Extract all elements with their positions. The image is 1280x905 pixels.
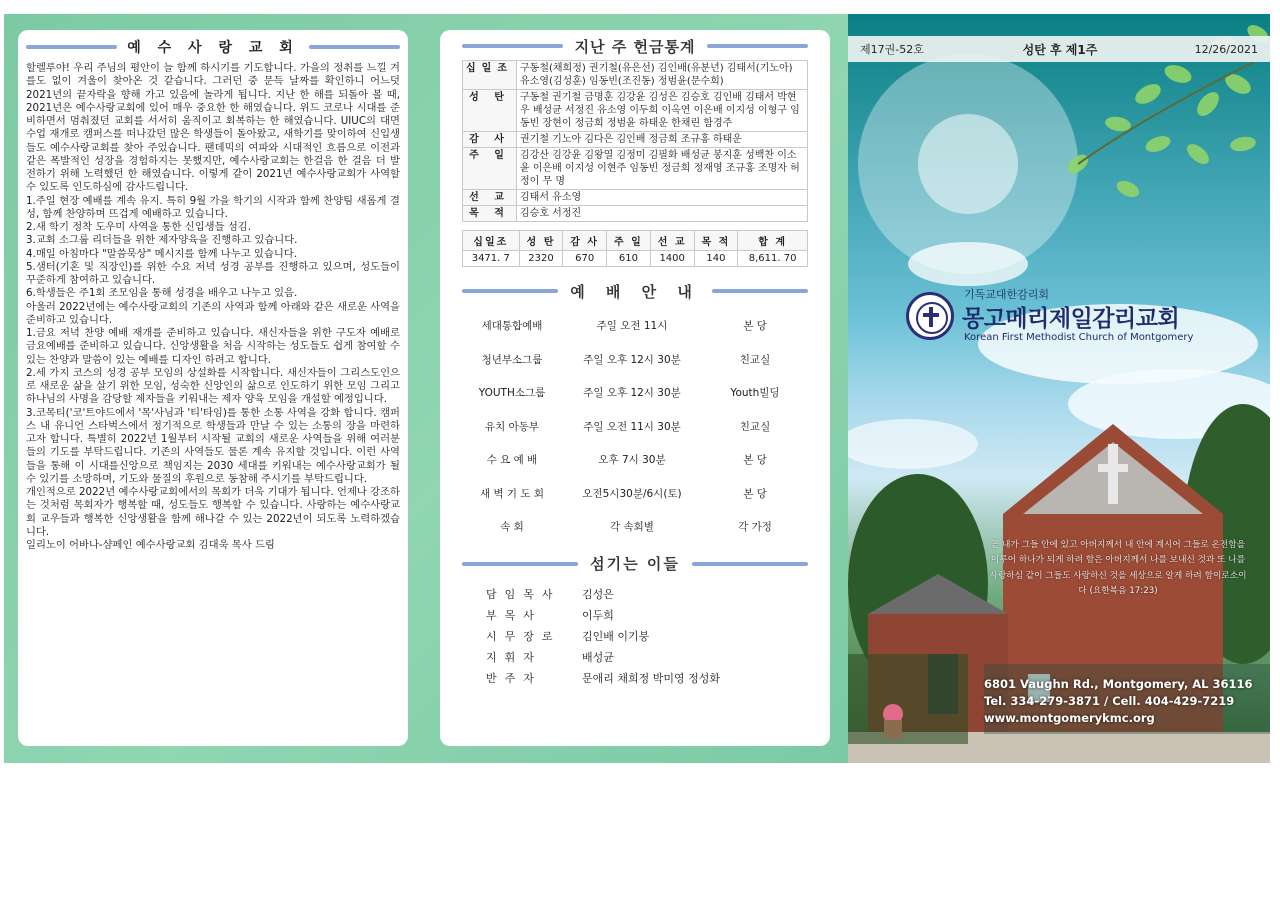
worship-time: 오후 7시 30분 [598, 454, 666, 467]
scripture-verse: 곧 내가 그들 안에 있고 아버지께서 내 안에 계시어 그들로 온전함을 이루어 하나가 되게 하려 함은 아버지께서 나를 보내신 것과 또 나를 사랑하심 같이 그들도 사랑하신 것을 세상으로 알게 하려 함이로소이다 (요한복음 17:23) [989, 540, 1247, 597]
totals-header-cell: 성 탄 [519, 231, 563, 251]
offering-row [463, 61, 808, 90]
staff-names: 문애리 채희정 박미영 정성화 [582, 672, 721, 685]
totals-value-cell: 140 [694, 251, 738, 267]
worship-place: 각 가정 [738, 521, 772, 534]
worship-name: 세대통합예배 [481, 320, 543, 333]
denomination-name: 기독교대한감리회 [964, 288, 1050, 301]
pastor-letter-panel [18, 30, 408, 746]
worship-time: 주일 오전 11시 30분 [583, 420, 681, 433]
church-phone: Tel. 334-279-3871 / Cell. 404-429-7219 [984, 694, 1235, 708]
title-divider [692, 562, 808, 566]
letter-paragraph: 1.주일 현장 예배를 계속 유지. 특히 9월 가을 학기의 시작과 함께 찬양팀 새롭게 결성, 함께 찬양하며 뜨겁게 예배하고 있습니다. [26, 194, 400, 220]
offering-category: 십일조 [463, 61, 517, 90]
offering-title: 지난 주 헌금통계 [574, 37, 696, 56]
offering-donors: 구동철 권기철 금명훈 김강윤 김성은 김승호 김인배 김태서 박현우 배성균 서정진 유소영 이두희 이옥연 이은배 이지성 이형구 임동빈 장현이 정금희 정범윤 하태운 한채린 함경주 [517, 90, 808, 132]
staff-list [462, 584, 808, 689]
info-panel [440, 30, 830, 746]
letter-paragraph: 일리노이 어바나-샴페인 예수사랑교회 김대욱 목사 드림 [26, 539, 275, 551]
staff-row [486, 668, 808, 689]
offering-category: 선 교 [463, 190, 517, 206]
worship-name: YOUTH소그룹 [478, 387, 546, 400]
letter-paragraph: 3.교회 소그룹 리더들을 위한 제자양육을 진행하고 있습니다. [26, 234, 298, 247]
offering-donors: 권기철 기노아 김다은 김인배 정금희 조규홍 하태운 [517, 132, 808, 148]
worship-place: 본 당 [743, 320, 767, 333]
church-address: 6801 Vaughn Rd., Montgomery, AL 36116 [984, 677, 1253, 691]
worship-row [462, 477, 808, 511]
letter-paragraph: 3.코목티('코'트야드에서 '목'사님과 '티'타임)를 통한 소통 사역을 강화 합니다. 캠퍼스 내 유니언 스타벅스에서 정기적으로 학생들과 만날 수 있는 소통의 장을 마련하고자 합니다. 특별히 2022년 1월부터 시작될 교회의 새로운 사역들을 위해 여러분들의 기도를 부탁드립니다. 기존의 사역들도 물론 계속 유지할 것입니다. 이런 사역들을 통해 이 시대를신앙으로 책임지는 2030 세대를 키워내는 예수사랑교회가 될 수 있기를 소망하며, 기도와 물질의 후원으로 동참해 주시기를 부탁드립니다. [26, 406, 400, 485]
church-website[interactable]: www.montgomerykmc.org [984, 711, 1155, 725]
worship-time: 오전5시30분/6시(토) [582, 487, 682, 500]
church-name-korean: 몽고메리제일감리교회 [962, 306, 1180, 332]
worship-name: 속 회 [500, 521, 524, 534]
worship-place: 본 당 [743, 454, 767, 467]
worship-row [462, 510, 808, 544]
worship-time: 주일 오후 12시 30분 [583, 353, 681, 366]
worship-row [462, 443, 808, 477]
staff-role: 부목사 [486, 609, 542, 622]
staff-row [486, 647, 808, 668]
letter-paragraph: 5.샘터(기혼 및 직장인)를 위한 수요 저녁 성경 공부를 진행하고 있으며, 성도들이 꾸준하게 참여하고 있습니다. [26, 260, 400, 286]
letter-paragraph: 2.새 학기 정착 도우미 사역을 통한 신입생들 섬김. [26, 221, 251, 233]
worship-place: 본 당 [743, 487, 767, 500]
letter-paragraph: 할렐루야! 우리 주님의 평안이 늘 함께 하시기를 기도합니다. 가을의 정취를 느낄 겨를도 없이 겨울이 찾아온 것 같습니다. 그러던 중 문득 날짜를 확인하니 어느덧 2021년의 끝자락을 향해 가고 있음에 놀라게 됩니다. 지난 한 해를 되돌아 볼 때, 2021년은 예수사랑교회에 있어 매우 중요한 한 해였습니다. 위드 코로나 시대를 준비하면서 멈춰졌던 교회를 서서히 움직이고 회복하는 한 해였습니다. UIUC의 대면 수업 재개로 캠퍼스를 떠나갔던 많은 학생들이 돌아왔고, 새학기를 맞이하여 신입생들도 예수사랑교회를 찾아 주었습니다. 팬데믹의 여파와 시대적인 흐름으로 이전과 같은 폭발적인 성장을 경험하지는 못했지만, 예수사랑교회는 한걸음 한 걸음 더 발전하기 위해 노력했던 한 해였습니다. 이렇게 같이 2021년 예수사랑교회가 사역할 수 있도록 인도하심에 감사드립니다. [26, 62, 400, 194]
letter-paragraph: 6.학생들은 주1회 조모임을 통해 성경을 배우고 나누고 있음. [26, 287, 298, 300]
bulletin-date: 12/26/2021 [1194, 42, 1258, 56]
bulletin-header-bar [848, 36, 1270, 62]
totals-value-cell: 2320 [519, 251, 563, 267]
worship-place: 친교실 [739, 353, 771, 366]
offering-totals-table [462, 230, 808, 267]
cover-illustration [848, 14, 1270, 763]
totals-value-cell: 670 [563, 251, 607, 267]
offering-title-row [462, 34, 808, 58]
letter-paragraph: 개인적으로 2022년 예수사랑교회에서의 목회가 더욱 기대가 됩니다. 언제나 강조하는 것처럼 목회자가 행복할 때, 성도들도 행복할 수 있습니다. 사랑하는 예수사랑교회 교우들과 행복한 신앙생활을 함께 해나갈 수 있는 2022년이 되도록 노력하겠습니다. [26, 486, 400, 538]
worship-name: 청년부소그룹 [481, 353, 543, 366]
offering-row [463, 90, 808, 132]
offering-row [463, 132, 808, 148]
offering-category: 목 적 [463, 206, 517, 222]
staff-names: 이두희 [582, 609, 614, 622]
title-divider [462, 44, 563, 48]
letter-paragraph: 1.금요 저녁 찬양 예배 재개를 준비하고 있습니다. 새신자들을 위한 구도자 예배로 금요예배를 준비하고 있습니다. 신앙생활을 처음 시작하는 성도들도 쉽게 참여할 수 있는 찬양과 말씀이 있는 예배를 디자인 하려고 합니다. [26, 327, 400, 366]
staff-role: 반주자 [486, 672, 542, 685]
totals-value-row [463, 251, 808, 267]
letter-paragraph: 2.세 가지 코스의 성경 공부 모임의 상설화를 시작합니다. 새신자들이 그리스도인으로 새로운 삶을 살기 위한 모임, 성숙한 신앙인의 삶으로 인도하기 위한 모임 그리고 하나님의 사명을 감당할 제자들을 키워내는 제자 양육 모임을 개설할 예정입니다. [26, 366, 400, 406]
worship-schedule [462, 309, 808, 544]
title-divider [712, 289, 808, 293]
worship-time: 각 속회별 [610, 521, 654, 534]
worship-name: 수 요 예 배 [486, 454, 538, 467]
title-divider [462, 562, 578, 566]
offering-donors: 김강산 김강윤 김왕열 김정미 김필화 배성균 봉지훈 성백찬 이소윤 이은배 이지성 이현주 임동빈 정금희 정재영 조규홍 조명자 허정이 무 명 [517, 148, 808, 190]
letter-title: 예 수 사 랑 교 회 [127, 40, 299, 56]
totals-value-cell: 3471. 7 [463, 251, 520, 267]
church-seal-icon [906, 292, 954, 340]
offering-donors: 김승호 서정진 [517, 206, 808, 222]
title-divider [26, 45, 117, 49]
totals-header-cell: 목 적 [694, 231, 738, 251]
worship-row [462, 376, 808, 410]
church-name-english: Korean First Methodist Church of Montgomery [964, 332, 1194, 343]
worship-time: 주일 오전 11시 [596, 320, 668, 333]
worship-row [462, 410, 808, 444]
offering-table [462, 60, 808, 222]
contact-info [984, 676, 1253, 727]
bulletin-sheet [4, 14, 1270, 763]
staff-title: 섬기는 이들 [590, 555, 680, 573]
worship-name: 유치 아동부 [484, 420, 540, 433]
staff-role: 시무장로 [486, 630, 561, 643]
worship-title-row [462, 279, 808, 303]
staff-role: 지휘자 [486, 651, 542, 664]
totals-value-cell: 1400 [650, 251, 694, 267]
totals-header-cell: 합 계 [738, 231, 808, 251]
staff-row [486, 605, 808, 626]
staff-row [486, 584, 808, 605]
worship-time: 주일 오후 12시 30분 [583, 387, 681, 400]
offering-row [463, 206, 808, 222]
title-divider [462, 289, 558, 293]
worship-row [462, 343, 808, 377]
totals-header-cell: 선 교 [650, 231, 694, 251]
offering-category: 감 사 [463, 132, 517, 148]
totals-header-cell: 십일조 [463, 231, 520, 251]
cover-panel [848, 14, 1270, 763]
liturgical-week: 성탄 후 제1주 [1022, 42, 1098, 57]
title-divider [309, 45, 400, 49]
staff-role: 담임목사 [486, 588, 561, 601]
totals-header-row [463, 231, 808, 251]
totals-header-cell: 주 일 [607, 231, 651, 251]
worship-row [462, 309, 808, 343]
totals-value-cell: 8,611. 70 [738, 251, 808, 267]
worship-title: 예 배 안 내 [570, 282, 700, 301]
offering-row [463, 190, 808, 206]
totals-header-cell: 감 사 [563, 231, 607, 251]
worship-place: Youth빌딩 [730, 387, 780, 400]
offering-donors: 구동철(채희정) 권기철(유은선) 김인배(유분년) 김태서(기노아) 유소영(김성훈) 임동빈(조진동) 정범윤(문수희) [517, 61, 808, 90]
offering-donors: 김태서 유소영 [517, 190, 808, 206]
staff-names: 김성은 [582, 588, 614, 601]
totals-value-cell: 610 [607, 251, 651, 267]
staff-names: 김인배 이기붕 [582, 630, 650, 643]
letter-title-row [26, 36, 400, 58]
worship-place: 친교실 [739, 420, 771, 433]
title-divider [707, 44, 808, 48]
worship-name: 새 벽 기 도 회 [479, 487, 545, 500]
staff-row [486, 626, 808, 647]
staff-names: 배성균 [582, 651, 614, 664]
volume-number: 제17권-52호 [860, 43, 924, 56]
letter-body [26, 62, 400, 552]
offering-category: 주 일 [463, 148, 517, 190]
staff-title-row [462, 552, 808, 576]
offering-row [463, 148, 808, 190]
offering-category: 성 탄 [463, 90, 517, 132]
letter-paragraph: 4.매일 아침마다 "말씀묵상" 메시지를 함께 나누고 있습니다. [26, 247, 297, 260]
letter-paragraph: 아울러 2022년에는 예수사랑교회의 기존의 사역과 함께 아래와 같은 새로운 사역을 준비하고 있습니다. [26, 300, 400, 326]
